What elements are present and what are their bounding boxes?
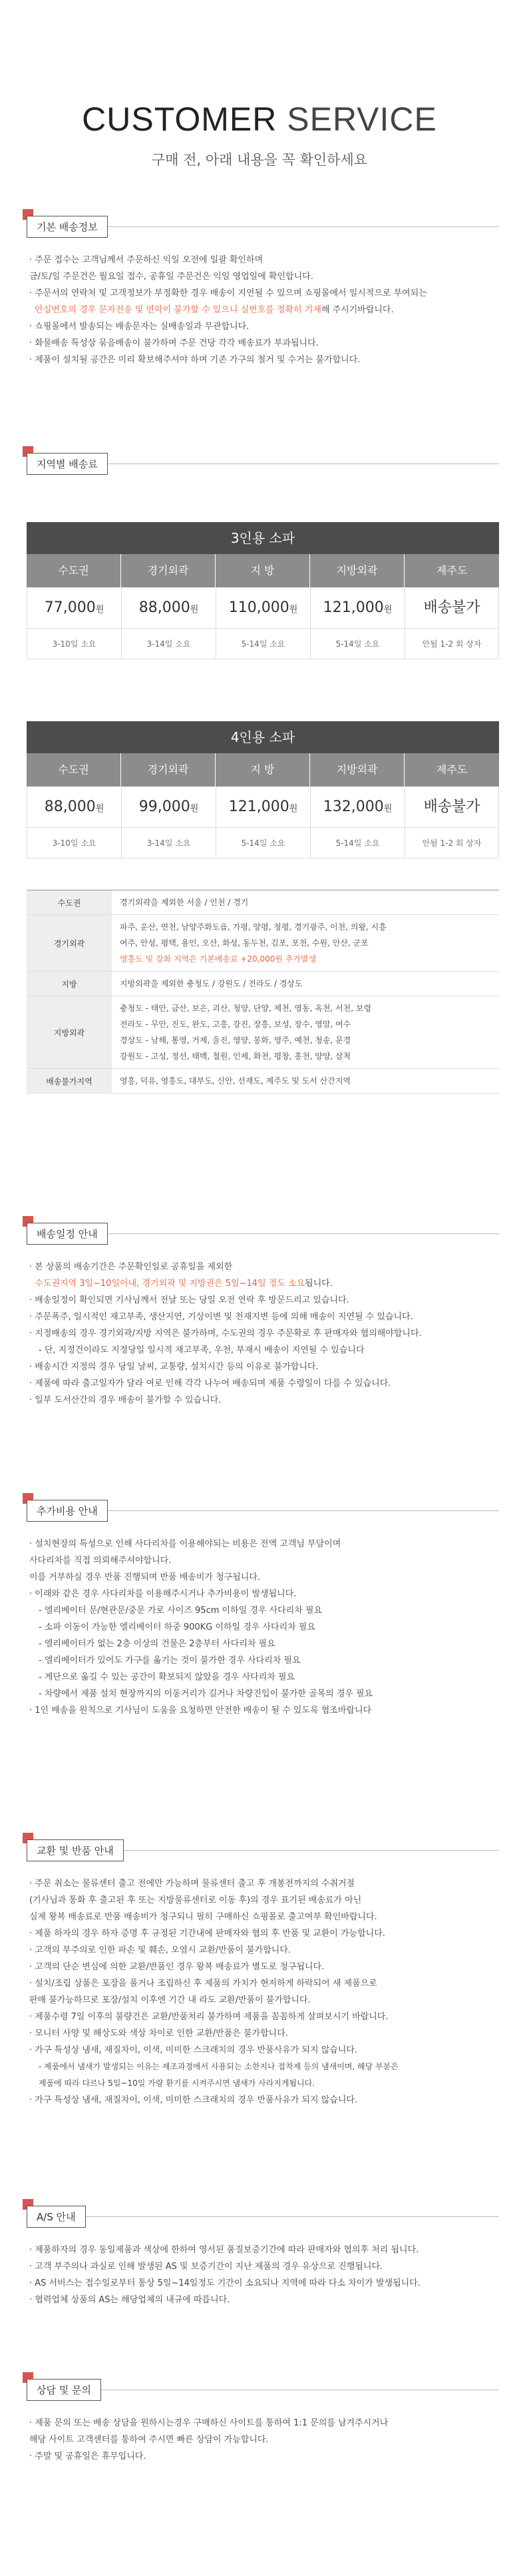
region-row: [27, 972, 499, 996]
note: 판매 불가능하므로 포장/설치 이후엔 기간 내 라도 교환/반품이 불가합니다.: [29, 1995, 311, 2005]
region-key: 수도권: [27, 890, 112, 914]
notes-list: [27, 2242, 499, 2308]
note: - 차량에서 제품 설치 현장까지의 이동거리가 길거나 차량진입이 불가한 골목의 경우 필요: [39, 1689, 373, 1699]
table-title: 4인용 소파: [27, 721, 499, 753]
note: · 제품수령 7일 이후의 불량건은 교환/반품처리 불가하며 제품을 꼼꼼하게 살펴보시기 바랍니다.: [29, 2012, 389, 2022]
region-row: [27, 915, 499, 972]
fee-table-3seat: [27, 522, 499, 659]
duration-cell: 3-10일 소요: [27, 828, 121, 858]
region-row: [27, 1069, 499, 1094]
section-basic-shipping: [27, 214, 499, 368]
region-table: [27, 890, 499, 1094]
region-key: 지방: [27, 972, 112, 996]
note: - 엘리베이터 문/현관문/중문 가로 사이즈 95cm 이하일 경우 사다리차 필요: [39, 1606, 323, 1616]
notes-list: [27, 1536, 499, 1719]
value-row: [27, 787, 499, 828]
note: 해당 사이트 고객센터를 통하여 주시면 빠른 상담이 가능합니다.: [29, 2435, 269, 2445]
divider: [124, 1850, 499, 1851]
fee-cell: 132,000원: [310, 787, 405, 828]
header-cell: 경기외곽: [121, 753, 216, 787]
duration-cell: 안될 1-2 회 상자: [405, 629, 499, 659]
header-cell: 제주도: [405, 753, 499, 787]
note: · 1인 배송을 원칙으로 기사님이 도움을 요청하면 안전한 배송이 될 수 있도록 협조바랍니다: [29, 1706, 372, 1716]
notes-list: [27, 252, 499, 368]
section-title: 교환 및 반품 안내: [27, 1838, 499, 1862]
fee-cell: 110,000원: [216, 587, 310, 629]
note: - 제품에서 냄새가 발생되는 이유는 제조과정에서 사용되는 소한지나 접착제 등의 냄새이며, 해당 부분은: [39, 2062, 399, 2071]
note: (기사님과 통화 후 출고된 후 또는 지방물류센터로 이동 후)의 경우 표기된 배송료가 아닌: [29, 1895, 362, 1905]
fee-table-4seat: [27, 721, 499, 858]
header-cell: 지방외곽: [310, 554, 405, 587]
header-cell: 제주도: [405, 554, 499, 587]
region-key: 배송불가지역: [27, 1069, 112, 1093]
section-exchange-return: [27, 1838, 499, 2108]
duration-cell: 안될 1-2 회 상자: [405, 828, 499, 858]
page-title: CUSTOMER SERVICE: [82, 101, 437, 138]
divider: [86, 2216, 499, 2217]
note: · 제품에 따라 출고일자가 달라 여로 인해 각각 나누어 배송되며 제품 수령일이 다를 수 있습니다.: [29, 1379, 391, 1389]
note: 제품에 따라 다르나 5일~10일 가량 환기를 시켜주시면 냄새가 사라지게됩니다.: [39, 2079, 315, 2088]
section-title: 지역별 배송료: [27, 452, 499, 476]
header-row: [27, 554, 499, 587]
section-contact: [27, 2378, 499, 2465]
note: - 단, 지정건이라도 지정당일 일시적 재고부족, 우천, 부재시 배송이 지연될 수 있습니다: [39, 1345, 365, 1355]
duration-cell: 3-14일 소요: [121, 629, 216, 659]
duration-cell: 5-14일 소요: [216, 828, 310, 858]
divider: [108, 1510, 499, 1511]
note: - 엘리베이터가 있어도 가구를 옮기는 것이 불가한 경우 사다리차 필요: [39, 1656, 301, 1666]
region-row: [27, 996, 499, 1069]
region-key: 지방외곽: [27, 996, 112, 1068]
notes-list: [27, 1875, 499, 2108]
duration-cell: 3-14일 소요: [121, 828, 216, 858]
header-cell: 수도권: [27, 554, 121, 587]
duration-cell: 5-14일 소요: [310, 828, 405, 858]
region-value: 지방외곽을 제외한 충청도 / 강원도 / 전라도 / 경상도: [120, 979, 303, 988]
table-title: 3인용 소파: [27, 522, 499, 554]
note: · 주문서의 연락처 및 고객정보가 부정확한 경우 배송이 지연될 수 있으며 쇼핑몰에서 일시적으로 부여되는: [29, 288, 427, 298]
fee-cell: 99,000원: [121, 787, 216, 828]
note: · 고객 부주의나 과실로 인해 발생된 AS 및 보증기간이 지난 제품의 경우 유상으로 진행됩니다.: [29, 2262, 383, 2272]
section-title: 배송일정 안내: [27, 1221, 499, 1245]
note: · 이래와 같은 경우 사다리차를 이용해주시거나 추가비용이 발생됩니다.: [29, 1589, 297, 1599]
notes-list: [27, 2415, 499, 2465]
note: 금/토/일 주문건은 월요일 접수, 공휴일 주문건은 익일 영업일에 확인합니다.: [29, 272, 313, 282]
note: · 제품 문의 또는 배송 상담을 원하시는경우 구매하신 사이트를 통하여 1:1 문의를 남겨주시거나: [29, 2418, 389, 2428]
note: · 주문폭주, 일시적인 재고부족, 생산지연, 기상이변 및 천재지변 등에 의해 배송이 지연될 수 있습니다.: [29, 1312, 413, 1322]
note: - 소파 이동이 가능한 엘리베이터 하중 900KG 이하일 경우 사다리차 필요: [39, 1622, 315, 1632]
header-row: [27, 753, 499, 787]
header-cell: 지방외곽: [310, 753, 405, 787]
page-subtitle: 구매 전, 아래 내용을 꼭 확인하세요: [151, 152, 368, 168]
note: · 제품이 설치될 공간은 미리 확보해주셔야 하며 기존 가구의 철거 및 수거는 불가합니다.: [29, 355, 361, 365]
note: · 배송시간 지정의 경우 당일 날씨, 교통량, 설치시간 등의 이유로 불가합니다.: [29, 1362, 319, 1372]
region-value: 파주, 운산, 연천, 남양주화도읍, 가평, 양평, 청평, 경기광주, 이천, 의왕, 시흥 여주, 안성, 평택, 용인, 오산, 화성, 동두천, 김포, 포천, 수원, 안산, 군포 영흥도 및 강화 지역은 기본배송료 +20,000원 추가발생: [120, 922, 387, 964]
fee-cell: 배송불가: [405, 787, 499, 828]
header-cell: 지 방: [216, 554, 310, 587]
note: · 고객의 부주의로 인한 파손 및 훼손, 오염시 교환/반품이 불가합니다.: [29, 1945, 291, 1955]
note: · AS 서비스는 접수일로부터 통상 5일~14일정도 기간이 소요되나 지역에 따라 다소 차이가 발생됩니다.: [29, 2278, 421, 2288]
divider: [108, 226, 499, 227]
note: · 가구 특성상 냄새, 재질차이, 이색, 미미한 스크래치의 경우 반품사유가 되지 않습니다.: [29, 2045, 358, 2055]
note: · 설치/조립 상품은 포장을 풀거나 조립하신 후 제품의 가치가 현저하게 하락되어 새 제품으로: [29, 1979, 377, 1989]
header-cell: 지 방: [216, 753, 310, 787]
fee-cell: 77,000원: [27, 587, 121, 629]
note: · 배송일정이 확인되면 기사님께서 전날 또는 당일 오전 연락 후 방문드리고 있습니다.: [29, 1295, 349, 1305]
notes-list: [27, 1259, 499, 1409]
section-extra-cost: [27, 1498, 499, 1719]
note: · 가구 특성상 냄새, 재질차이, 이색, 미미한 스크래치의 경우 반품사유가 되지 않습니다.: [29, 2095, 358, 2105]
fee-cell: 배송불가: [405, 587, 499, 629]
region-value: 충청도 - 태안, 금산, 보은, 괴산, 청양, 단양, 제천, 영동, 옥천, 서천, 보령 전라도 - 무안, 진도, 완도, 고흥, 강진, 장흥, 보성, 장수, 영암, 여수 경상도 - 남해, 통영, 거제, 울진, 영양, 봉화, 영주, 예천, 청송, 문경 강원도 - 고성, 정선, 태백, 철원, 인제, 화천, 평창, 홍천, 양양, 삼척: [120, 1004, 372, 1061]
note: · 협력업체 상품의 AS는 해당업체의 내규에 따릅니다.: [29, 2295, 230, 2305]
section-as: [27, 2204, 499, 2308]
note: 이를 거부하실 경우 반품 진행되며 반품 배송비가 청구됩니다.: [29, 1572, 261, 1582]
note: · 제품 하자의 경우 하자 증명 후 규정된 기간내에 판매자와 협의 후 반품 및 교환이 가능합니다.: [29, 1929, 385, 1939]
note-row: [27, 828, 499, 858]
section-delivery-schedule: [27, 1221, 499, 1409]
note: - 엘리베이터가 없는 2층 이상의 건물은 2층부터 사다리차 필요: [39, 1639, 275, 1649]
note-row: [27, 629, 499, 659]
note: · 화물배송 특성상 묶음배송이 불가하며 주문 건당 각각 배송료가 부과됩니다.: [29, 338, 319, 348]
section-title: 추가비용 안내: [27, 1498, 499, 1522]
region-value: 경기외곽을 제외한 서울 / 인천 / 경기: [120, 898, 249, 907]
note: - 계단으로 옮길 수 있는 공간이 확보되지 않았을 경우 사다리차 필요: [39, 1672, 295, 1682]
note: · 지정배송의 경우 경기외곽/지방 지역은 불가하며, 수도권의 경우 주문확로 후 판매자와 협의해야합니다.: [29, 1329, 422, 1339]
note: · 쇼핑몰에서 발송되는 배송문자는 실배송일과 무관합니다.: [29, 322, 250, 332]
note: 실제 왕복 배송료로 반품 배송비가 청구되니 필히 구매하신 쇼핑몰로 출고여부 확인바랍니다.: [29, 1912, 377, 1922]
duration-cell: 5-14일 소요: [310, 629, 405, 659]
note: · 설치현장의 특성으로 인해 사다리차를 이용해야되는 비용은 전액 고객님 부담이며: [29, 1539, 341, 1549]
section-title: 기본 배송정보: [27, 214, 499, 238]
fee-cell: 88,000원: [121, 587, 216, 629]
note: · 모니터 사양 및 해상도와 색상 차이로 인한 교환/반품은 불가합니다.: [29, 2029, 288, 2039]
divider: [108, 1233, 499, 1234]
note: 안심번호의 경우 문자전송 및 연락이 불가할 수 있으니 실번호를 정확히 기재해 주시기바랍니다.: [35, 305, 394, 315]
header-cell: 경기외곽: [121, 554, 216, 587]
note: · 주말 및 공휴일은 휴무입니다.: [29, 2451, 146, 2461]
section-title: 상담 및 문의: [27, 2378, 499, 2402]
note: 사다리차를 직접 의뢰해주셔야합니다.: [29, 1556, 172, 1566]
note: · 본 상품의 배송기간은 주문확인일로 공휴일을 제외한: [29, 1262, 233, 1272]
note: · 고객의 단순 변심에 의한 교환/반품인 경우 왕복 배송료가 별도로 청구됩니다.: [29, 1962, 325, 1972]
duration-cell: 5-14일 소요: [216, 629, 310, 659]
value-row: [27, 587, 499, 629]
note: · 제품하자의 경우 동일제품과 색상에 한하여 영서된 품질보증기간에 따라 판매자와 협의후 처리 됩니다.: [29, 2245, 419, 2255]
region-value: 영흥, 덕유, 영흥도, 대부도, 신안, 선재도, 제주도 및 도서 산간지역: [120, 1076, 351, 1086]
section-title: A/S 안내: [27, 2204, 499, 2228]
note: 수도권지역 3일~10일이내, 경기외곽 및 지방권은 5일~14일 정도 소요됩니다.: [35, 1279, 333, 1289]
section-regional-fee: [27, 452, 499, 476]
header-cell: 수도권: [27, 753, 121, 787]
note: · 주문 접수는 고객님께서 주문하신 익일 오전에 일괄 확인하며: [29, 255, 263, 265]
duration-cell: 3-10일 소요: [27, 629, 121, 659]
region-row: [27, 890, 499, 915]
note: · 주문 취소는 물류센터 출고 전에만 가능하며 물류센터 출고 후 개봉전까지의 수취거절: [29, 1879, 355, 1889]
fee-cell: 121,000원: [216, 787, 310, 828]
fee-cell: 88,000원: [27, 787, 121, 828]
fee-cell: 121,000원: [310, 587, 405, 629]
page-header: [0, 0, 519, 169]
region-key: 경기외곽: [27, 915, 112, 971]
note: · 일부 도서산간의 경우 배송이 불가할 수 있습니다.: [29, 1395, 222, 1405]
